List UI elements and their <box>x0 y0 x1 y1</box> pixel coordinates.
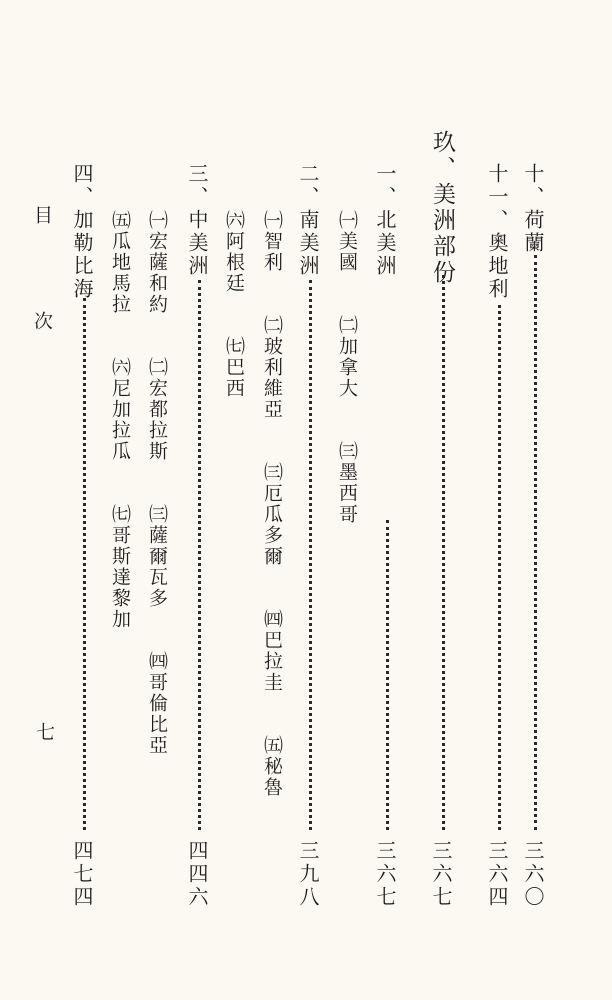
page-number: 四四六 <box>185 840 209 909</box>
dot-leader <box>375 520 399 830</box>
toc-heading-south-america: 二、南美洲 <box>296 163 320 278</box>
subitem: ㈢厄瓜多爾 <box>261 462 283 567</box>
subitem: ㈥尼加拉瓜 <box>109 357 131 462</box>
dot-leader <box>187 280 211 830</box>
subitem: ㈤瓜地馬拉 <box>109 210 131 315</box>
dot-leader <box>523 255 547 830</box>
subitem: ㈦哥斯達黎加 <box>109 504 131 630</box>
dot-leader <box>72 298 96 830</box>
subitem: ㈡玻利維亞 <box>261 315 283 420</box>
page-number: 三六〇 <box>521 840 545 909</box>
subitem: ㈡宏都拉斯 <box>146 357 168 462</box>
subitem: ㈠智利 <box>261 210 283 273</box>
subitem: ㈢薩爾瓦多 <box>146 504 168 609</box>
subitem: ㈠宏薩和約 <box>146 210 168 315</box>
subitem: ㈣哥倫比亞 <box>146 651 168 756</box>
toc-heading-central-america: 三、中美洲 <box>185 163 209 278</box>
page-number: 三六七 <box>373 840 397 909</box>
subitem-list <box>110 210 129 630</box>
subitem: ㈤秘魯 <box>261 735 283 798</box>
toc-heading-austria: 十一、奧地利 <box>485 163 509 301</box>
page-number: 四七四 <box>70 840 94 909</box>
dot-leader <box>487 305 511 830</box>
page-number: 三九八 <box>296 840 320 909</box>
dot-leader <box>298 280 322 830</box>
subitem: ㈦巴西 <box>223 336 245 399</box>
toc-heading-netherlands: 十、荷蘭 <box>521 163 545 255</box>
running-head: 目 次 <box>31 205 53 364</box>
page-number: 三六七 <box>429 840 453 909</box>
toc-heading-north-america: 一、北美洲 <box>373 163 397 278</box>
subitem-list <box>147 210 166 756</box>
subitem: ㈠美國 <box>336 210 358 273</box>
subitem: ㈣巴拉圭 <box>261 609 283 693</box>
subitem-list <box>224 210 243 399</box>
subitem: ㈥阿根廷 <box>223 210 245 294</box>
toc-part-americas: 玖、美洲部份 <box>429 130 455 286</box>
folio: 七 <box>33 722 55 741</box>
subitem-list <box>262 210 281 798</box>
subitem-list <box>337 210 356 525</box>
page-number: 三六四 <box>485 840 509 909</box>
subitem: ㈢墨西哥 <box>336 441 358 525</box>
toc-heading-caribbean: 四、加勒比海 <box>70 163 94 301</box>
dot-leader <box>431 275 455 830</box>
subitem: ㈡加拿大 <box>336 315 358 399</box>
